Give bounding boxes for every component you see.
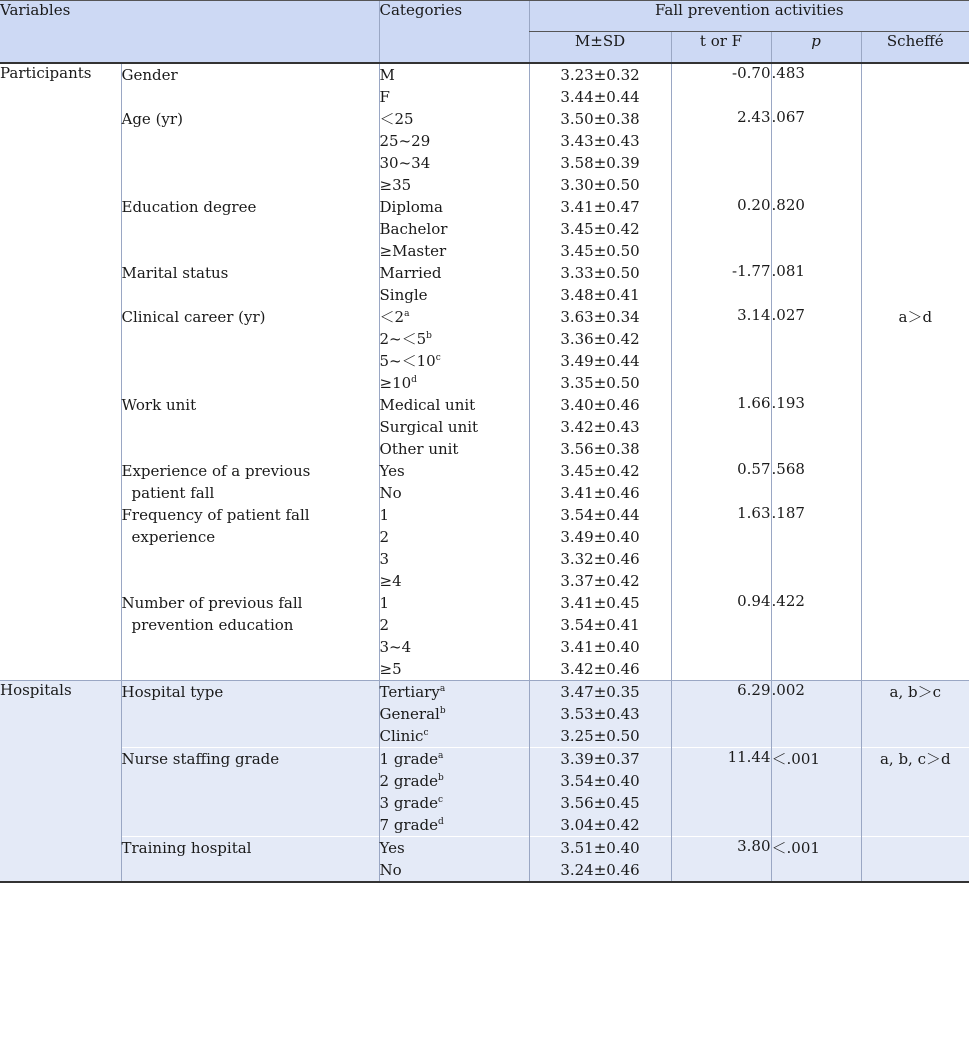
table-row: [0, 460, 969, 504]
category-item: [380, 64, 529, 86]
table-row: [0, 196, 969, 262]
variable-label: patient fall: [131, 484, 215, 502]
category-superscript: a: [439, 684, 446, 694]
category-label: ＜2: [379, 308, 405, 326]
category-item: [380, 725, 529, 747]
variable-label: Marital status: [121, 264, 229, 282]
msd-cell: [529, 681, 671, 748]
category-item: [380, 770, 529, 792]
category-superscript: b: [426, 331, 432, 341]
table-row: [0, 504, 969, 592]
header-t-or-f: t or F: [671, 32, 771, 64]
variable-cell: [121, 837, 379, 883]
category-label: General: [379, 705, 440, 723]
msd-value: 3.54±0.41: [560, 616, 640, 634]
t-or-f-value: 11.44: [671, 748, 771, 837]
category-label: No: [379, 484, 402, 502]
variable-cell: [121, 592, 379, 681]
msd-cell: [529, 306, 671, 394]
category-item: [380, 306, 529, 328]
category-superscript: d: [438, 817, 444, 827]
scheffe-value: [861, 837, 969, 883]
table-row: [0, 63, 969, 108]
category-superscript: c: [435, 353, 441, 363]
p-value: .568: [771, 460, 861, 504]
msd-cell: [529, 108, 671, 196]
t-or-f-value: 0.94: [671, 592, 771, 681]
variable-label: Experience of a previous: [121, 462, 311, 480]
scheffe-value: a, b＞c: [861, 681, 969, 748]
msd-value: 3.25±0.50: [560, 727, 640, 745]
t-or-f-value: 3.80: [671, 837, 771, 883]
category-superscript: b: [438, 773, 444, 783]
msd-value: 3.41±0.47: [560, 198, 640, 216]
category-label: 1 grade: [379, 750, 439, 768]
scheffe-value: [861, 108, 969, 196]
category-item: [380, 196, 529, 218]
scheffe-value: a, b, c＞d: [861, 748, 969, 837]
category-label: ≥4: [379, 572, 402, 590]
header-fall-prevention-activities: Fall prevention activities: [529, 1, 969, 32]
categories-cell: [379, 460, 529, 504]
msd-value: 3.54±0.40: [560, 772, 640, 790]
t-or-f-value: 2.43: [671, 108, 771, 196]
category-label: ≥35: [379, 176, 412, 194]
category-label: ≥Master: [379, 242, 447, 260]
table-row: [0, 837, 969, 883]
variable-cell: [121, 108, 379, 196]
category-item: [380, 130, 529, 152]
category-item: [380, 174, 529, 196]
variable-label: Clinical career (yr): [121, 308, 266, 326]
category-label: 30~34: [379, 154, 431, 172]
table-row: [0, 306, 969, 394]
msd-cell: [529, 504, 671, 592]
categories-cell: [379, 592, 529, 681]
variable-label: Age (yr): [121, 110, 183, 128]
category-superscript: c: [423, 728, 429, 738]
scheffe-value: [861, 262, 969, 306]
msd-cell: [529, 262, 671, 306]
category-item: [380, 681, 529, 703]
header-msd: M±SD: [529, 32, 671, 64]
category-superscript: d: [411, 375, 417, 385]
category-label: 2 grade: [379, 772, 439, 790]
category-label: 1: [379, 594, 390, 612]
category-item: [380, 570, 529, 592]
category-label: Yes: [379, 462, 405, 480]
p-value: ＜.001: [771, 837, 861, 883]
p-value: .820: [771, 196, 861, 262]
category-item: [380, 240, 529, 262]
msd-value: 3.49±0.44: [560, 352, 640, 370]
t-or-f-value: 1.63: [671, 504, 771, 592]
variable-cell: [121, 748, 379, 837]
variable-label: Number of previous fall: [121, 594, 303, 612]
category-label: ≥5: [379, 660, 402, 678]
category-label: ＜25: [379, 110, 414, 128]
p-value: .187: [771, 504, 861, 592]
msd-value: 3.33±0.50: [560, 264, 640, 282]
variable-label: Education degree: [121, 198, 257, 216]
category-superscript: b: [439, 706, 446, 716]
msd-value: 3.41±0.45: [560, 594, 640, 612]
t-or-f-value: 0.57: [671, 460, 771, 504]
category-item: [380, 284, 529, 306]
category-label: 7 grade: [379, 816, 439, 834]
variable-label: prevention education: [131, 616, 294, 634]
category-item: [380, 262, 529, 284]
scheffe-value: [861, 63, 969, 108]
category-item: [380, 837, 529, 859]
variable-cell: [121, 504, 379, 592]
table-row: [0, 394, 969, 460]
category-label: 3: [379, 550, 390, 568]
p-value: .483: [771, 63, 861, 108]
header-p: p: [771, 32, 861, 64]
variable-label: Work unit: [121, 396, 197, 414]
msd-value: 3.56±0.38: [560, 440, 640, 458]
p-value: .193: [771, 394, 861, 460]
msd-value: 3.45±0.42: [560, 220, 640, 238]
category-item: [380, 416, 529, 438]
categories-cell: [379, 748, 529, 837]
category-item: [380, 548, 529, 570]
header-scheffe: Scheffé: [861, 32, 969, 64]
categories-cell: [379, 63, 529, 108]
msd-value: 3.30±0.50: [560, 176, 640, 194]
category-item: [380, 748, 529, 770]
category-item: [380, 108, 529, 130]
variable-cell: [121, 196, 379, 262]
category-item: [380, 636, 529, 658]
category-item: [380, 438, 529, 460]
msd-value: 3.48±0.41: [560, 286, 640, 304]
msd-value: 3.58±0.39: [560, 154, 640, 172]
msd-value: 3.47±0.35: [560, 683, 640, 701]
variable-label: Gender: [121, 66, 178, 84]
msd-value: 3.51±0.40: [560, 839, 640, 857]
category-superscript: a: [404, 309, 410, 319]
msd-value: 3.37±0.42: [560, 572, 640, 590]
msd-cell: [529, 592, 671, 681]
category-item: [380, 372, 529, 394]
scheffe-value: [861, 196, 969, 262]
table-row: [0, 262, 969, 306]
scheffe-value: [861, 394, 969, 460]
msd-value: 3.04±0.42: [560, 816, 640, 834]
scheffe-value: [861, 592, 969, 681]
msd-value: 3.56±0.45: [560, 794, 640, 812]
t-or-f-value: 6.29: [671, 681, 771, 748]
category-label: No: [379, 861, 402, 879]
category-item: [380, 394, 529, 416]
categories-cell: [379, 196, 529, 262]
category-item: [380, 859, 529, 881]
variable-cell: [121, 63, 379, 108]
msd-value: 3.42±0.43: [560, 418, 640, 436]
msd-value: 3.42±0.46: [560, 660, 640, 678]
variable-label: Training hospital: [121, 839, 252, 857]
t-or-f-value: 0.20: [671, 196, 771, 262]
msd-value: 3.45±0.42: [560, 462, 640, 480]
header-variables: Variables: [0, 1, 379, 64]
msd-value: 3.35±0.50: [560, 374, 640, 392]
category-label: Yes: [379, 839, 405, 857]
msd-value: 3.41±0.46: [560, 484, 640, 502]
category-item: [380, 460, 529, 482]
category-item: [380, 86, 529, 108]
variable-label: experience: [131, 528, 216, 546]
header-categories: Categories: [379, 1, 529, 64]
msd-value: 3.39±0.37: [560, 750, 640, 768]
msd-cell: [529, 196, 671, 262]
category-label: Single: [379, 286, 428, 304]
msd-value: 3.44±0.44: [560, 88, 640, 106]
category-item: [380, 792, 529, 814]
t-or-f-value: 1.66: [671, 394, 771, 460]
categories-cell: [379, 504, 529, 592]
msd-cell: [529, 748, 671, 837]
msd-cell: [529, 837, 671, 883]
category-item: [380, 152, 529, 174]
category-label: 2~＜5: [379, 330, 427, 348]
categories-cell: [379, 837, 529, 883]
category-label: 3 grade: [379, 794, 439, 812]
table-row: [0, 108, 969, 196]
p-value: ＜.001: [771, 748, 861, 837]
category-label: Other unit: [379, 440, 459, 458]
category-label: M: [379, 66, 395, 84]
categories-cell: [379, 681, 529, 748]
categories-cell: [379, 306, 529, 394]
t-or-f-value: 3.14: [671, 306, 771, 394]
group-label: Hospitals: [0, 681, 121, 883]
table-row: [0, 592, 969, 681]
p-value: .422: [771, 592, 861, 681]
category-label: Married: [379, 264, 442, 282]
variable-cell: [121, 262, 379, 306]
category-label: ≥10: [379, 374, 412, 392]
msd-value: 3.45±0.50: [560, 242, 640, 260]
msd-value: 3.53±0.43: [560, 705, 640, 723]
msd-value: 3.43±0.43: [560, 132, 640, 150]
msd-value: 3.63±0.34: [560, 308, 640, 326]
msd-value: 3.50±0.38: [560, 110, 640, 128]
msd-value: 3.23±0.32: [560, 66, 640, 84]
category-label: Bachelor: [379, 220, 448, 238]
variable-label: Nurse staffing grade: [121, 750, 280, 768]
category-item: [380, 526, 529, 548]
p-value: .002: [771, 681, 861, 748]
table-row: [0, 748, 969, 837]
variable-label: Hospital type: [121, 683, 224, 701]
category-label: Diploma: [379, 198, 443, 216]
p-value: .027: [771, 306, 861, 394]
msd-value: 3.36±0.42: [560, 330, 640, 348]
t-or-f-value: -0.70: [671, 63, 771, 108]
category-label: F: [379, 88, 390, 106]
msd-cell: [529, 460, 671, 504]
msd-value: 3.32±0.46: [560, 550, 640, 568]
category-label: Clinic: [379, 727, 424, 745]
scheffe-value: [861, 504, 969, 592]
category-label: 2: [379, 616, 390, 634]
variable-cell: [121, 681, 379, 748]
categories-cell: [379, 108, 529, 196]
msd-value: 3.41±0.40: [560, 638, 640, 656]
category-label: Tertiary: [379, 683, 440, 701]
msd-value: 3.54±0.44: [560, 506, 640, 524]
msd-cell: [529, 394, 671, 460]
category-superscript: c: [438, 795, 444, 805]
table-row: [0, 681, 969, 748]
scheffe-value: [861, 460, 969, 504]
category-item: [380, 328, 529, 350]
p-value: .081: [771, 262, 861, 306]
category-label: 1: [379, 506, 390, 524]
category-superscript: a: [438, 751, 444, 761]
variable-label: Frequency of patient fall: [121, 506, 310, 524]
category-item: [380, 350, 529, 372]
scheffe-value: a＞d: [898, 308, 933, 326]
variable-cell: [121, 394, 379, 460]
group-label: Participants: [0, 63, 121, 681]
t-or-f-value: -1.77: [671, 262, 771, 306]
table-body: [0, 63, 969, 882]
category-label: 25~29: [379, 132, 431, 150]
category-item: [380, 814, 529, 836]
category-item: [380, 614, 529, 636]
categories-cell: [379, 262, 529, 306]
category-label: Surgical unit: [379, 418, 479, 436]
msd-value: 3.40±0.46: [560, 396, 640, 414]
variable-cell: [121, 306, 379, 394]
category-item: [380, 504, 529, 526]
category-item: [380, 592, 529, 614]
msd-value: 3.24±0.46: [560, 861, 640, 879]
category-label: 3~4: [379, 638, 412, 656]
category-item: [380, 703, 529, 725]
category-item: [380, 658, 529, 680]
categories-cell: [379, 394, 529, 460]
variable-cell: [121, 460, 379, 504]
msd-value: 3.49±0.40: [560, 528, 640, 546]
category-label: Medical unit: [379, 396, 476, 414]
category-label: 5~＜10: [379, 352, 436, 370]
category-label: 2: [379, 528, 390, 546]
category-item: [380, 218, 529, 240]
msd-cell: [529, 63, 671, 108]
category-item: [380, 482, 529, 504]
p-value: .067: [771, 108, 861, 196]
